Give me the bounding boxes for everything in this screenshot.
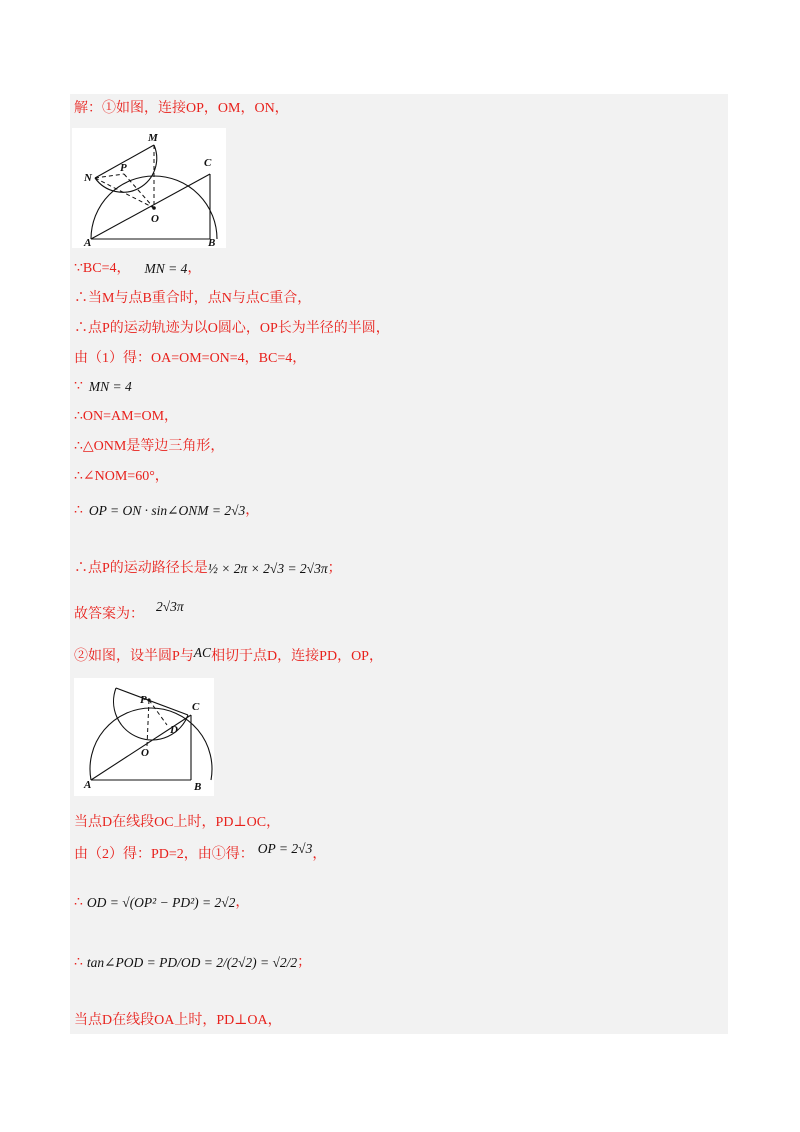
fig1-label-o: O xyxy=(151,213,159,225)
math-tan-formula: tan∠POD = PD/OD = 2/(2√2) = √2/2 xyxy=(86,955,298,970)
solution-line-2: ∵BC=4， MN = 4， xyxy=(74,261,202,277)
fig1-label-a: A xyxy=(84,237,92,248)
fig2-label-d: D xyxy=(170,724,178,736)
fig2-label-c: C xyxy=(192,701,200,713)
math-mn-eq-4: MN = 4 xyxy=(144,261,188,276)
math-op-formula: OP = ON · sin∠ONM = 2√3 xyxy=(88,503,246,518)
solution-line-16: ∴ OD = √(OP² − PD²) = 2√2， xyxy=(74,895,250,911)
solution-line-11: ∴点P的运动路径长是½ × 2π × 2√3 = 2√3π； xyxy=(74,561,342,577)
solution-line-1: 解：①如图，连接OP，OM，ON， xyxy=(74,101,289,116)
solution-line-9: ∴∠NOM=60°， xyxy=(74,469,169,484)
solution-line-5: 由（1）得：OA=OM=ON=4，BC=4， xyxy=(74,351,307,366)
fig2-label-o: O xyxy=(141,747,149,759)
solution-line-17: ∴ tan∠POD = PD/OD = 2/(2√2) = √2/2； xyxy=(74,955,312,971)
fig1-label-m: M xyxy=(148,132,158,144)
math-od-formula: OD = √(OP² − PD²) = 2√2 xyxy=(86,895,236,910)
solution-line-8: ∴△ONM是等边三角形， xyxy=(74,439,225,454)
math-path-length: ½ × 2π × 2√3 = 2√3π xyxy=(207,561,328,576)
fig1-label-p: P xyxy=(120,162,127,174)
solution-line-15: 由（2）得：PD=2，由①得： OP = 2√3， xyxy=(74,841,327,863)
solution-line-12: 故答案为：2√3π xyxy=(74,599,184,623)
figure-1 xyxy=(72,128,226,248)
solution-line-10: ∴ OP = ON · sin∠ONM = 2√3， xyxy=(74,503,260,519)
solution-line-4: ∴点P的运动轨迹为以O圆心，OP长为半径的半圆， xyxy=(74,321,390,336)
solution-line-18: 当点D在线段OA上时，PD⊥OA， xyxy=(74,1013,282,1028)
fig1-label-b: B xyxy=(208,237,216,248)
solution-line-13: ②如图，设半圆P与AC相切于点D，连接PD，OP， xyxy=(74,645,383,665)
fig2-label-p: P xyxy=(140,694,147,706)
math-answer: 2√3π xyxy=(156,599,184,614)
solution-line-7: ∴ON=AM=OM， xyxy=(74,409,179,424)
fig1-label-n: N xyxy=(84,172,92,184)
solution-line-3: ∴当M与点B重合时，点N与点C重合， xyxy=(74,291,312,306)
figure-2 xyxy=(74,678,214,796)
fig2-label-a: A xyxy=(84,779,92,791)
solution-line-14: 当点D在线段OC上时，PD⊥OC， xyxy=(74,815,281,830)
math-ac: AC xyxy=(193,645,212,660)
math-op-value: OP = 2√3 xyxy=(257,841,313,856)
math-mn-eq-4-b: MN = 4 xyxy=(88,379,132,394)
fig1-label-c: C xyxy=(204,157,212,169)
solution-line-6: ∵ MN = 4 xyxy=(74,379,132,395)
fig2-label-b: B xyxy=(194,781,202,793)
solution-panel xyxy=(70,94,728,1034)
